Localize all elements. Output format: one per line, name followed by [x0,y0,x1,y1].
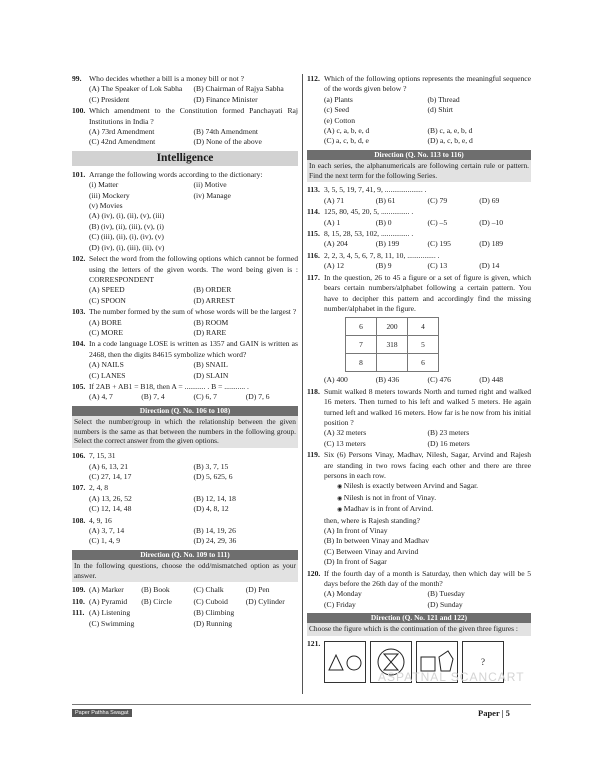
question-105: 105. If 2AB + AB1 = B18, then A = ........... . B = ........... . (A) 4, 7 (B) 7, 4 (C) 6, 7 (D) 7, 6 [72,382,298,403]
grid-cell: 7 [346,336,377,354]
option-b: (B) 7, 4 [141,392,165,402]
option-d: (D) Cylinder [245,596,285,606]
word-item: (iii) Mockery [89,190,130,200]
option-c: (C) Friday [324,599,356,609]
direction-header: Direction (Q. No. 106 to 108) [72,406,298,416]
option-d: (D) None of the above [193,137,262,147]
question-115: 115. 8, 15, 28, 53, 102, ............... . (A) 204 (B) 199 (C) 195 (D) 189 [307,229,531,250]
option-a: (A) 4, 7 [89,392,113,402]
word-item: (d) Shirt [427,105,454,115]
option-b: (B) c, a, e, b, d [427,126,473,136]
option-a: (A) BORE [89,317,122,327]
grid-cell: 6 [408,354,439,372]
option-c: (C) 195 [427,239,451,249]
option-d: (D) 189 [479,239,504,249]
column-divider [302,74,303,694]
option-d: (D) 14 [479,261,500,271]
option-d: (D) 24, 29, 36 [193,536,237,546]
question-110: 110. (A) Pyramid (B) Circle (C) Cuboid (D) Cylinder [72,597,298,607]
option-a: (A) Listening [89,608,131,618]
option-a: (A) 6, 13, 21 [89,461,129,471]
option-d: (D) 448 [479,375,504,385]
question-101: 101. Arrange the following words according to the dictionary: (i) Matter (ii) Motive (iii) Mockery (iv) Manage (v) Movies (A) (iv), (i), (ii), (v), (iii) (B) (iv), (ii), (iii), (v), (i) (C) (iii), (ii), (i), (iv), (v) (D) (iv), (i), (iii), (ii), (v) [72,170,298,253]
option-b: (B) 0 [375,217,392,227]
option-c: (C) 13 meters [324,438,366,448]
question-117: 117. In the question, 26 to 45 a figure or a set of figure is given, which bears certain numbers/alphabet following a certain pattern. You have to decipher this pattern and accordingly find the missing number/alphabet in the figure. 6 200 4 7 318 5 8 6 (A) 400 (B) 436 (C) 476 (D) 448 [307,272,531,385]
option-d: (D) 7, 6 [245,392,270,402]
sub-question: then, where is Rajesh standing? [324,515,420,525]
direction-text: Select the number/group in which the relationship between the given numbers is the same as that between the numbers in the following group. Select the correct answer from the given options. [72,416,298,448]
option-d: (D) ARREST [193,295,235,305]
option-d: (D) 16 meters [427,438,470,448]
word-item: (ii) Motive [193,180,227,190]
direction-text: In the following questions, choose the odd/mismatched option as your answer. [72,560,298,583]
option-b: (B) 23 meters [427,428,470,438]
option-d: (D) In front of Sagar [324,557,387,567]
option-a: (A) c, a, b, e, d [324,126,370,136]
option-a: (A) The Speaker of Lok Sabha [89,84,183,94]
option-c: (C) LANES [89,370,126,380]
option-b: (B) 12, 14, 18 [193,493,236,503]
option-b: (B) ROOM [193,317,229,327]
number-grid [345,317,439,372]
word-item: (b) Thread [427,94,460,104]
question-104: 104. In a code language LOSE is written as 1357 and GAIN is written as 2468, then the digits 84615 symbolize which word? (A) NAILS (B) SNAIL (C) LANES (D) SLAIN [72,339,298,380]
option-d: (D) Pen [245,585,270,595]
option-c: (C) 476 [427,375,451,385]
option-c: (C) 42nd Amendment [89,137,156,147]
question-106: 106. 7, 15, 31 (A) 6, 13, 21 (B) 3, 7, 15 (C) 27, 14, 17 (D) 5, 625, 6 [72,451,298,482]
triangle-circle-figure [327,652,363,672]
option-c: (C) 12, 14, 48 [89,504,132,514]
option-c: (C) –5 [427,217,448,227]
grid-cell [377,354,408,372]
direction-text: Choose the figure which is the continuation of the given three figures : [307,623,531,636]
option-b: (B) Circle [141,596,172,606]
question-116: 116. 2, 2, 3, 4, 5, 6, 7, 8, 11, 10, ............... . (A) 12 (B) 9 (C) 13 (D) 14 [307,251,531,272]
watermark: ASPATNAL SCANCART [378,670,525,684]
question-108: 108. 4, 9, 16 (A) 3, 7, 14 (B) 14, 19, 26 (C) 1, 4, 9 (D) 24, 29, 36 [72,516,298,547]
footer-tag: Paper Pathha Swagat [72,709,132,717]
option-c: (C) Cuboid [193,596,228,606]
option-b: (B) Tuesday [427,589,465,599]
word-item: (c) Seed [324,105,350,115]
option-d: (D) –10 [479,217,504,227]
option-d: (D) SLAIN [193,370,229,380]
section-title-intelligence: Intelligence [72,151,298,166]
word-item: (v) Movies [89,201,123,211]
option-a: (A) 32 meters [324,428,367,438]
option-d: (D) Sunday [427,599,463,609]
grid-cell: 6 [346,318,377,336]
option-a: (A) Pyramid [89,596,128,606]
left-column [72,74,298,630]
word-item: (i) Matter [89,180,119,190]
question-112: 112. Which of the following options represents the meaningful sequence of the words given below ? (a) Plants (b) Thread (c) Seed (d) Shirt (e) Cotton (A) c, a, b, e, d (B) c, a, e, b, d (C) a, c, b, d, e (D) a, c, b, e, d [307,74,531,146]
grid-cell: 200 [377,318,408,336]
question-121: 121. ? [307,639,531,683]
option-b: (B) 74th Amendment [193,127,259,137]
grid-cell: 318 [377,336,408,354]
question-100: 100. Which amendment to the Constitution formed Panchayati Raj Institutions in India ? (A) 73rd Amendment (B) 74th Amendment (C) 42nd Amendment (D) None of the above [72,106,298,147]
option-a: (A) 12 [324,261,345,271]
option-a: (A) 400 [324,375,348,385]
clue-item: ◉ Nilesh is not in front of Vinay. [337,493,531,504]
option-d: (D) 4, 8, 12 [193,504,229,514]
figure-1 [324,641,366,683]
option-b: (B) 199 [375,239,400,249]
option-a: (A) SPEED [89,285,125,295]
option-d: (D) 69 [479,195,500,205]
option-c: (C) 13 [427,261,448,271]
footer-divider [72,704,531,705]
option-c: (C) 1, 4, 9 [89,536,121,546]
option-a: (A) Monday [324,589,362,599]
option-b: (B) 3, 7, 15 [193,461,229,471]
question-113: 113. 3, 5, 5, 19, 7, 41, 9, .................... . (A) 71 (B) 61 (C) 79 (D) 69 [307,185,531,206]
option-b: (B) ORDER [193,285,232,295]
option-c: (C) a, c, b, d, e [324,136,369,146]
option-b: (B) (iv), (ii), (iii), (v), (i) [89,221,164,231]
question-111: 111. (A) Listening (B) Climbing (C) Swimming (D) Running [72,608,298,629]
question-103: 103. The number formed by the sum of whose words will be the largest ? (A) BORE (B) ROOM (C) MORE (D) RARE [72,307,297,337]
word-item: (iv) Manage [193,190,231,200]
option-c: (C) 27, 14, 17 [89,471,132,481]
question-99: 99. Who decides whether a bill is a money bill or not ? (A) The Speaker of Lok Sabha (B) Chairman of Rajya Sabha (C) President (D) Finance Minister [72,74,298,105]
option-d: (D) Running [193,618,233,628]
question-107: 107. 2, 4, 8 (A) 13, 26, 52 (B) 12, 14, 18 (C) 12, 14, 48 (D) 4, 8, 12 [72,483,298,514]
word-item: (a) Plants [324,94,353,104]
option-b: (B) Book [141,585,170,595]
option-d: (D) RARE [193,327,227,337]
option-c: (C) SPOON [89,295,126,305]
option-c: (C) Between Vinay and Arvind [324,546,419,556]
direction-header: Direction (Q. No. 121 and 122) [307,613,531,623]
option-a: (A) 71 [324,195,345,205]
option-b: (B) 61 [375,195,396,205]
question-mark: ? [481,656,485,667]
question-109: 109. (A) Marker (B) Book (C) Chalk (D) Pen [72,585,298,595]
option-b: (B) Chairman of Rajya Sabha [193,84,284,94]
grid-cell: 5 [408,336,439,354]
option-a: (A) NAILS [89,360,124,370]
direction-text: In each series, the alphanumericals are following certain rule or pattern. Find the next term for the following Series. [307,160,531,183]
option-b: (B) 14, 19, 26 [193,526,236,536]
option-a: (A) 1 [324,217,341,227]
grid-cell: 8 [346,354,377,372]
option-a: (A) 13, 26, 52 [89,493,132,503]
option-a: (A) (iv), (i), (ii), (v), (iii) [89,211,165,221]
option-d: (D) Finance Minister [193,94,258,104]
question-102: 102. Select the word from the following options which cannot be formed using the letters of the given words. The word being given is : CORRESPONDENT (A) SPEED (B) ORDER (C) SPOON (D) ARREST [72,254,298,305]
option-d: (D) a, c, b, e, d [427,136,473,146]
question-114: 114. 125, 80, 45, 20, 5, ............... . (A) 1 (B) 0 (C) –5 (D) –10 [307,207,531,228]
option-c: (C) 79 [427,195,448,205]
option-c: (C) MORE [89,327,123,337]
grid-cell: 4 [408,318,439,336]
option-c: (C) President [89,94,130,104]
option-b: (B) SNAIL [193,360,228,370]
option-a: (A) 3, 7, 14 [89,526,125,536]
question-119: 119. Six (6) Persons Vinay, Madhav, Nilesh, Sagar, Arvind and Rajesh are standing in two rows facing each other and there are three persons in each row. ◉ Nilesh is exactly between Arvind and Sagar. ◉ Nilesh is not in front of Vinay. ◉ Madhav is in front of Arvind. then, where is Rajesh standing? (A) In front of Vinay (B) In between Vinay and Madhav (C) Between Vinay and Arvind (D) In front of Sagar [307,450,531,567]
option-a: (A) 204 [324,239,348,249]
clue-item: ◉ Madhav is in front of Arvind. [337,504,531,515]
option-c: (C) Chalk [193,585,224,595]
question-118: 118. Sumit walked 8 meters towards North and turned right and walked 16 meters. Then turned to his left and walked 5 meters. He again turned left and walked 16 meters. How far is he now from his initial position ? (A) 32 meters (B) 23 meters (C) 13 meters (D) 16 meters [307,386,531,448]
option-a: (A) In front of Vinay [324,526,388,535]
option-b: (B) Climbing [193,608,235,618]
option-c: (C) Swimming [89,618,135,628]
option-c: (C) (iii), (ii), (i), (iv), (v) [89,232,164,242]
option-b: (B) In between Vinay and Madhav [324,536,430,546]
option-b: (B) 436 [375,375,400,385]
option-b: (B) 9 [375,261,392,271]
option-d: (D) (iv), (i), (iii), (ii), (v) [89,242,165,252]
option-a: (A) Marker [89,585,124,595]
direction-header: Direction (Q. No. 113 to 116) [307,150,531,160]
option-d: (D) 5, 625, 6 [193,471,233,481]
page-number: Paper | 5 [478,708,510,718]
question-120: 120. If the fourth day of a month is Saturday, then which day will be 5 days before the 26th day of the month? (A) Monday (B) Tuesday (C) Friday (D) Sunday [307,568,531,609]
word-item: (e) Cotton [324,115,356,125]
right-column [307,74,531,684]
direction-header: Direction (Q. No. 109 to 111) [72,550,298,560]
option-c: (C) 6, 7 [193,392,217,402]
clue-item: ◉ Nilesh is exactly between Arvind and Sagar. [337,481,531,492]
option-a: (A) 73rd Amendment [89,127,155,137]
